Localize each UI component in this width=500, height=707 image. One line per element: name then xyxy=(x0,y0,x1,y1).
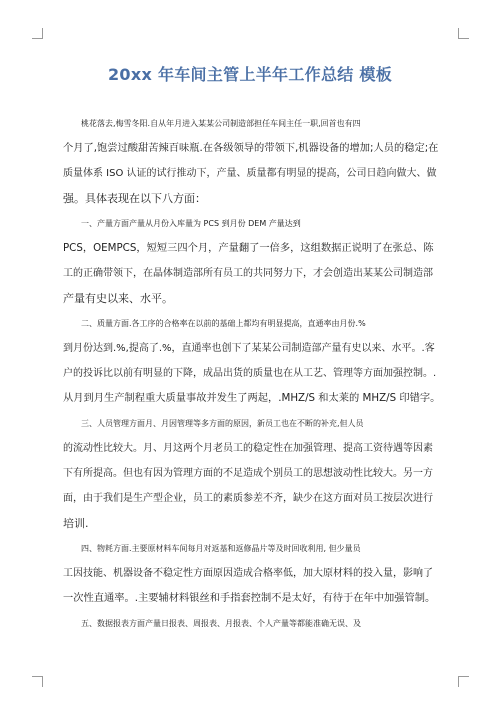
paragraph-line: 工的正确带领下，在晶体制造部所有员工的共同努力下，才会创造出某某公司制造部 xyxy=(63,268,433,279)
document-title: 20xx 年车间主管上半年工作总结 模板 xyxy=(107,65,393,84)
paragraph-output xyxy=(63,211,441,311)
paragraph-line: 户的投诉比以前有明显的下降，成品出货的质量也在从工艺、管理等方面加强控制。. xyxy=(63,368,437,379)
paragraph-intro xyxy=(63,111,441,211)
crop-mark-top-left xyxy=(32,28,43,39)
crop-mark-top-right xyxy=(458,28,469,39)
paragraph-line: 工因技能、机器设备不稳定性方面原因造成合格率低，加大原材料的投入量，影响了 xyxy=(63,568,433,579)
crop-mark-bottom-left xyxy=(32,676,43,687)
document-body xyxy=(63,111,441,636)
paragraph-line: 二、质量方面.各工序的合格率在以前的基础上都均有明显提高，直通率由月份.% xyxy=(81,319,366,328)
paragraph-personnel xyxy=(63,411,441,536)
paragraph-line: 桃花落去,梅雪冬阳.自从年月进入某某公司制造部担任车间主任一职,回首也有四 xyxy=(81,119,361,128)
paragraph-line: 的流动性比较大。月、月这两个月老员工的稳定性在加强管理、提高工资待遇等因素 xyxy=(63,443,433,454)
paragraph-line: 五、数据报表方面产量日报表、周报表、月报表、个人产量等都能准确无误、及 xyxy=(81,619,361,628)
paragraph-line: 从月到月生产制程重大质量事故并发生了两起，.MHZ/S 和太莱的 MHZ/S 印错字。 xyxy=(63,392,441,404)
paragraph-line: 四、物耗方面.主要原材料车间每月对返基和返修晶片等及时回收利用, 但少量员 xyxy=(81,544,361,553)
paragraph-materials xyxy=(63,536,441,611)
paragraph-line: 培训. xyxy=(63,517,89,530)
paragraph-line: 下有所提高。但也有因为管理方面的不足造成个别员工的思想波动性比较大。另一方 xyxy=(63,468,433,479)
paragraph-line: 三、人员管理方面月、月因管理等多方面的原因，新员工也在不断的补充,但人员 xyxy=(81,419,364,428)
paragraph-line: 面，由于我们是生产型企业，员工的素质参差不齐，缺少在这方面对员工按层次进行 xyxy=(63,493,433,504)
paragraph-reports xyxy=(63,611,441,636)
paragraph-line: 到月份达到.%,提高了.%，直通率也创下了某某公司制造部产量有史以来、水平。.客 xyxy=(63,343,435,354)
paragraph-line: 个月了,饱尝过酸甜苦辣百味瓶.在各级领导的带领下,机器设备的增加;人员的稳定;在 xyxy=(63,142,439,154)
crop-mark-bottom-right xyxy=(458,676,469,687)
paragraph-quality xyxy=(63,311,441,411)
paragraph-line: 一、产量方面产量从月份入库量为 PCS 到月份 DEM 产量达到 xyxy=(81,219,301,228)
paragraph-line: 产量有史以来、水平。 xyxy=(63,292,173,305)
paragraph-line: 质量体系 ISO 认证的试行推动下，产量、质量都有明显的提高，公司日趋向做大、做 xyxy=(63,168,437,179)
paragraph-line: 一次性直通率。.主要辅材料银丝和手指套控制不是太好，有待于在年中加强管制。 xyxy=(63,592,436,604)
paragraph-line: 强。具体表现在以下八方面： xyxy=(63,192,206,205)
paragraph-line: PCS，OEMPCS，短短三四个月，产量翻了一倍多，这组数据正说明了在张总、陈 xyxy=(63,242,434,254)
